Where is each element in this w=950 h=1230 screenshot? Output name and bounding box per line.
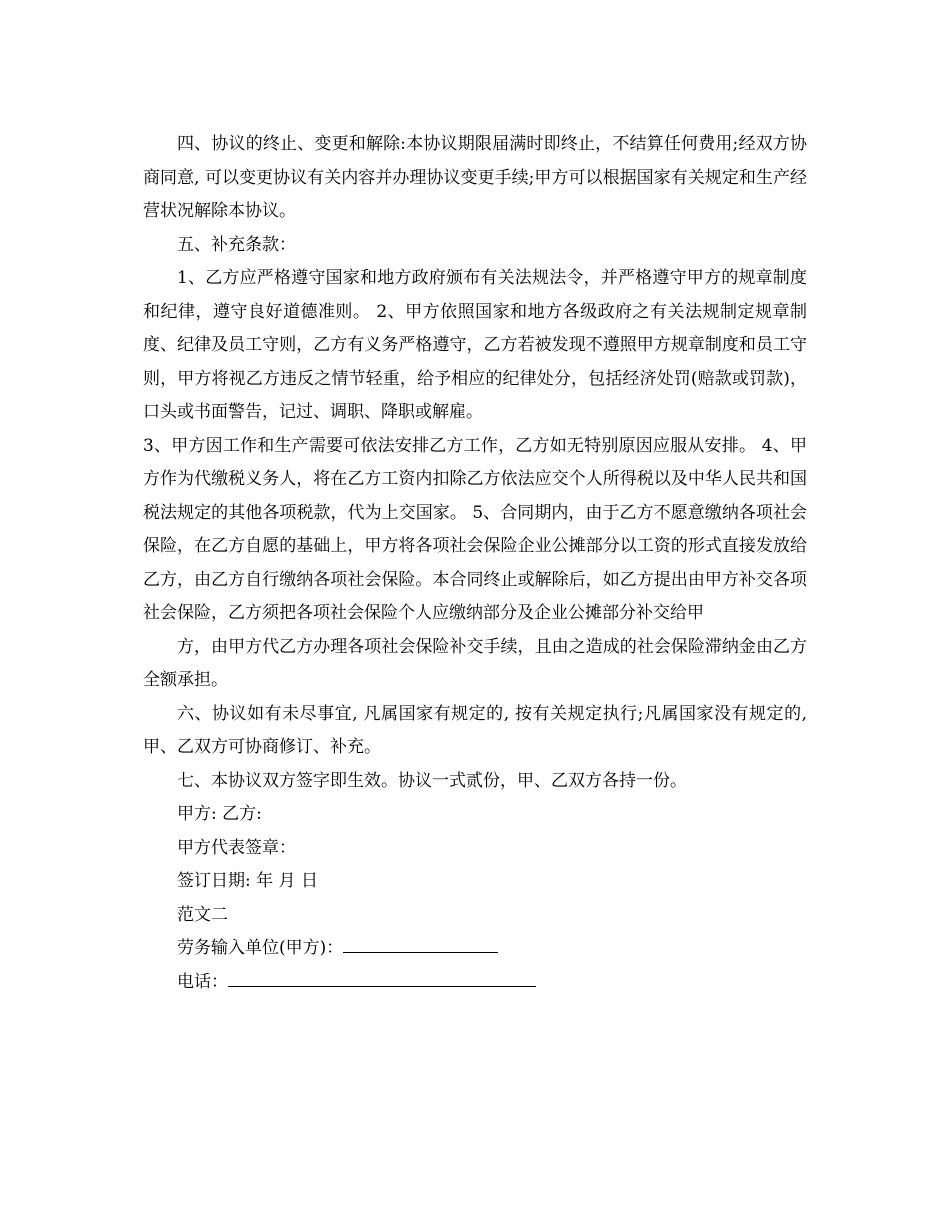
clause-supplementary-continued: 方，由甲方代乙方办理各项社会保险补交手续，且由之造成的社会保险滞纳金由乙方全额承担。 [143,636,807,690]
signature-representative: 甲方代表签章： [177,837,296,858]
section-title: 范文二 [177,904,228,925]
employer-blank-line [343,938,498,953]
clause-unresolved-matters: 六、协议如有未尽事宜, 凡属国家有规定的, 按有关规定执行;凡属国家没有规定的, 甲、乙双方可协商修订、补充。 [143,703,807,757]
signing-date: 签订日期: 年 月 日 [177,871,318,891]
employer-label: 劳务输入单位(甲方)： [177,938,344,958]
phone-blank-line [228,972,536,987]
document-body [143,128,807,999]
clause-effectiveness: 七、本协议双方签字即生效。协议一式贰份，甲、乙双方各持一份。 [177,770,687,791]
employer-field [143,932,807,966]
clause-termination: 四、协议的终止、变更和解除:本协议期限届满时即终止，不结算任何费用;经双方协商同意, 可以变更协议有关内容并办理协议变更手续;甲方可以根据国家有关规定和生产经营状况解除本协议。 [143,134,807,221]
clause-supplementary-3-5: 3、甲方因工作和生产需要可依法安排乙方工作，乙方如无特别原因应服从安排。 4、甲方作为代缴税义务人，将在乙方工资内扣除乙方依法应交个人所得税以及中华人民共和国税法规定的其他各项税款，代为上交国家。 5、合同期内，由于乙方不愿意缴纳各项社会保险，在乙方自愿的基础上，甲方将各项社会保险企业公摊部分以工资的形式直接发放给乙方，由乙方自行缴纳各项社会保险。本合同终止或解除后，如乙方提出由甲方补交各项社会保险，乙方须把各项社会保险个人应缴纳部分及企业公摊部分补交给甲 [143,435,807,623]
clause-supplementary-heading: 五、补充条款： [177,234,296,255]
phone-field [143,966,807,1000]
signature-parties: 甲方: 乙方: [177,804,262,824]
phone-label: 电话： [177,971,228,992]
clause-supplementary-1-2: 1、乙方应严格遵守国家和地方政府颁布有关法规法令，并严格遵守甲方的规章制度和纪律，遵守良好道德准则。 2、甲方依照国家和地方各级政府之有关法规制定规章制度、纪律及员工守则，乙方有义务严格遵守，乙方若被发现不遵照甲方规章制度和员工守则，甲方将视乙方违反之情节轻重，给予相应的纪律处分，包括经济处罚(赔款或罚款)，口头或书面警告，记过、调职、降职或解雇。 [143,268,807,422]
